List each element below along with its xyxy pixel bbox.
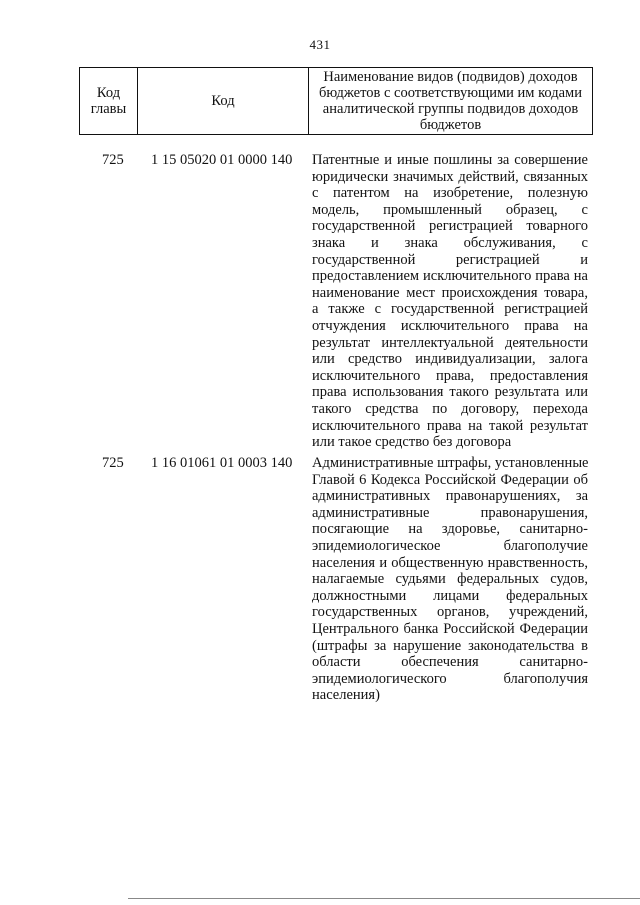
row-chapter-code: 725: [102, 455, 124, 471]
description-line: модель, промышленный образец, с: [312, 201, 588, 218]
row-description: [312, 455, 588, 704]
header-code: Код: [138, 68, 309, 134]
description-line: или средство индивидуализации, залога: [312, 351, 588, 368]
description-line: государственных органов, учреждений,: [312, 604, 588, 621]
description-line: а также с государственной регистрацией: [312, 301, 588, 318]
description-line: (штрафы за нарушение законодательства в: [312, 637, 588, 654]
description-line: исключительного права на такой результат: [312, 417, 588, 434]
row-code: 1 15 05020 01 0000 140: [151, 152, 293, 168]
description-line: области обеспечения санитарно-: [312, 654, 588, 671]
description-line: такого средства по договору, перехода: [312, 400, 588, 417]
row-code: 1 16 01061 01 0003 140: [151, 455, 293, 471]
scan-edge-line: [128, 898, 640, 899]
description-line: с патентом на изобретение, полезную: [312, 185, 588, 202]
row-chapter-code: 725: [102, 152, 124, 168]
description-line: исключительного права, предоставления: [312, 367, 588, 384]
description-line: государственной регистрацией товарного: [312, 218, 588, 235]
description-line: Патентные и иные пошлины за совершение: [312, 152, 588, 168]
page-number: 431: [309, 37, 331, 52]
description-line: отчуждения исключительного права на: [312, 317, 588, 334]
description-line: эпидемиологическое благополучие: [312, 537, 588, 554]
description-line: посягающие на здоровье, санитарно-: [312, 521, 588, 538]
description-line: права использования такого результата или: [312, 384, 588, 401]
description-line: административных правонарушениях, за: [312, 488, 588, 505]
description-line: или такое средство без договора: [312, 434, 512, 451]
header-name-line: аналитической группы подвидов доходов: [322, 101, 579, 117]
description-line: знака и знака обслуживания, с: [312, 234, 588, 251]
header-name: [309, 68, 592, 134]
header-name-line: Наименование видов (подвидов) доходов: [323, 69, 578, 85]
header-name-line: бюджетов с соответствующими им кодами: [319, 85, 582, 101]
description-line: юридически значимых действий, связанных: [312, 168, 588, 185]
description-line: налагаемые судьями федеральных судов,: [312, 571, 588, 588]
row-description: [312, 152, 588, 451]
description-line: наименование мест происхождения товара,: [312, 284, 588, 301]
description-line: Центрального банка Российской Федерации: [312, 620, 588, 637]
description-line: населения и общественную нравственность,: [312, 554, 588, 571]
description-line: должностными лицами федеральных: [312, 587, 588, 604]
header-name-line: бюджетов: [419, 117, 482, 133]
header-chapter-code: [80, 68, 138, 134]
description-line: результат интеллектуальной деятельности: [312, 334, 588, 351]
description-line: эпидемиологического благополучия: [312, 670, 588, 687]
table-header: [79, 67, 593, 135]
description-line: предоставлением исключительного права на: [312, 268, 588, 285]
description-line: Главой 6 Кодекса Российской Федерации об: [312, 471, 588, 488]
header-chapter-code-line: Код: [96, 85, 121, 101]
description-line: административные правонарушения,: [312, 504, 588, 521]
description-line: населения): [312, 687, 380, 704]
header-chapter-code-line: главы: [90, 101, 127, 117]
description-line: государственной регистрацией и: [312, 251, 588, 268]
description-line: Административные штрафы, установленные: [312, 455, 589, 471]
